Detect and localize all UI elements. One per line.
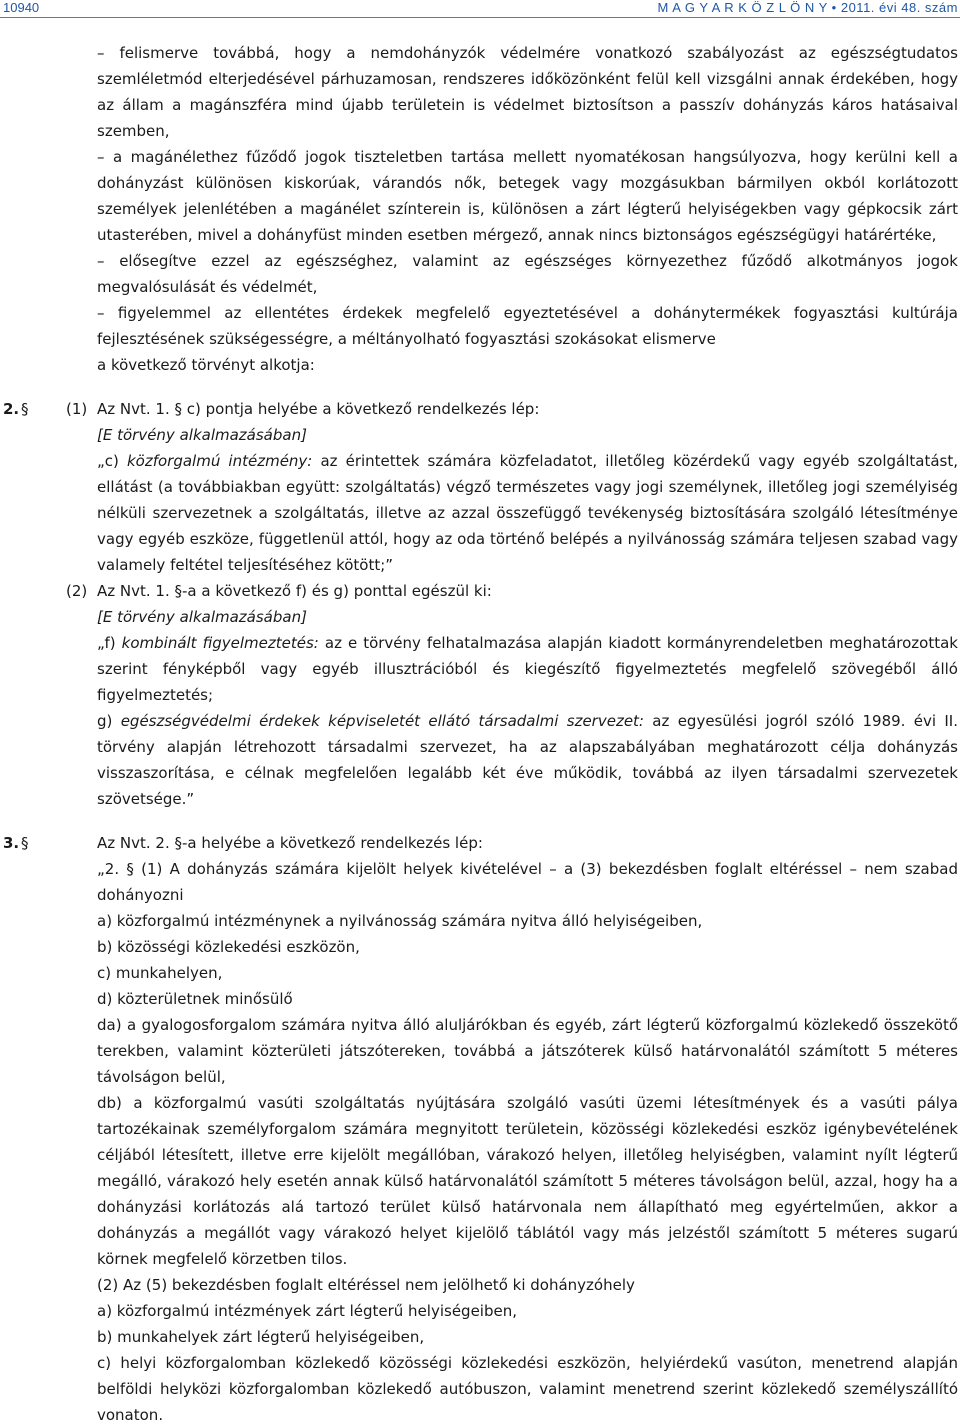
definition-c: „c) közforgalmú intézmény: az érintettek számára közfeladatot, illetőleg közérdekű vagy egyéb szolgáltatást, ellátást (a továbbiakban együtt: szolgáltatás) végző természetes vagy jogi személynek, illetőleg jogi személyiség nélküli szervezetnek a szolgáltatás, illetve az azzal összefüggő tevékenység biztosítására szolgáló létesítménye vagy egyéb eszköze, függetlenül attól, hogy az oda történő belépés a nyilvánosság számára teljesen szabad vagy valamely feltétel teljesítéséhez kötött;” (97, 452, 958, 574)
section-2-subsection-2-intro (66, 578, 958, 604)
page-header (0, 0, 960, 18)
preamble-paragraph: – a magánélethez fűződő jogok tiszteletben tartása mellett nyomatékosan hangsúlyozva, hogy kerülni kell a dohányzást különösen kiskorúak, várandós nők, betegek vagy mozgásukban bármilyen okból korlátozott személyek jelenlétében a magánélet színterein is, különösen a zárt légterű helyiségekben vagy gépkocsik zárt utasterében, mivel a dohányfüst minden esetben mérgező, annak nincs biztonságos egészségügyi határértéke, (97, 148, 958, 244)
preamble (0, 40, 960, 378)
section-3-intro (3, 830, 958, 856)
list-item: b) közösségi közlekedési eszközön, (97, 938, 360, 956)
definition-f: „f) kombinált figyelmeztetés: az e törvény felhatalmazása alapján kiadott kormányrendeletben meghatározottak szerint fényképből vagy egyéb illusztrációból és kiegészítő figyelmeztetés megfelelő szövegéből álló figyelmeztetés; (97, 634, 958, 704)
preamble-paragraph: – elősegítve ezzel az egészséghez, valamint az egészséges környezethez fűződő alkotmányos jogok megvalósulását és védelmét, (97, 252, 958, 296)
preamble-paragraph: – felismerve továbbá, hogy a nemdohányzók védelmére vonatkozó szabályozást az egészségtudatos szemléletmód elterjedésével párhuzamosan, rendszeres időközönként felül kell vizsgálni annak érdekében, hogy az állam a magánszféra mind újabb területein is védelmet biztosítson a passzív dohányzás káros hatásaival szemben, (97, 44, 958, 140)
list-item: db) a közforgalmú vasúti szolgáltatás nyújtására szolgáló vasúti üzemi létesítmények és a vasúti pálya tartozékainak személyforgalom számára megnyitott területein, közösségi közlekedési eszköz igénybevételének céljából létesített, illetve erre kijelölt megállóban, várakozó helyen, illetőleg helyiségben, valamint nyílt légterű megálló, várakozó hely esetén annak külső határvonalától számított 5 méteres távolságon belül, azzal, hogy ha a dohányzási korlátozás alá tartozó terület külső határvonala nem állapítható meg egyértelműen, akkor a dohányzás a megállót vagy várakozó helyet kijelölő táblától vagy más jelzéstől számított 5 méteres sugarú körnek megfelelő körzetben tilos. (97, 1094, 958, 1268)
section-2 (0, 396, 960, 812)
publication-title: M A G Y A R K Ö Z L Ö N Y • 2011. évi 48. szám (657, 0, 958, 15)
enacting-clause: a következő törvényt alkotja: (97, 356, 315, 374)
document-body (0, 40, 960, 1428)
subsection-number: (2) (66, 582, 88, 600)
page-number: 10940 (3, 0, 40, 15)
section-symbol: § (21, 400, 29, 418)
section-3 (0, 830, 960, 1428)
paragraph-1: „2. § (1) A dohányzás számára kijelölt helyek kivételével – a (3) bekezdésben foglalt eltéréssel – nem szabad dohányozni (97, 860, 958, 904)
list-item: da) a gyalogosforgalom számára nyitva álló aluljárókban és egyéb, zárt légterű közforgalmú közlekedő összekötő terekben, valamint közterületi játszótereken, továbbá a játszóterek külső határvonalától számított 5 méteres távolságon belül, (97, 1016, 958, 1086)
context-line: [E törvény alkalmazásában] (97, 608, 307, 626)
amendment-instruction: Az Nvt. 1. § c) pontja helyébe a következő rendelkezés lép: (97, 400, 540, 418)
list-item: a) közforgalmú intézménynek a nyilvánosság számára nyitva álló helyiségeiben, (97, 912, 703, 930)
section-2-subsection-1-intro (3, 396, 958, 422)
context-line: [E törvény alkalmazásában] (97, 426, 307, 444)
amendment-instruction: Az Nvt. 2. §-a helyébe a következő rendelkezés lép: (97, 834, 483, 852)
list-item: a) közforgalmú intézmények zárt légterű helyiségeiben, (97, 1302, 517, 1320)
section-symbol: § (21, 834, 29, 852)
list-item: b) munkahelyek zárt légterű helyiségeiben, (97, 1328, 425, 1346)
paragraph-2: (2) Az (5) bekezdésben foglalt eltéréssel nem jelölhető ki dohányzóhely (97, 1276, 635, 1294)
subsection-number: (1) (66, 400, 88, 418)
list-item: d) közterületnek minősülő (97, 990, 293, 1008)
defined-term: kombinált figyelmeztetés: (121, 634, 319, 652)
defined-term: egészségvédelmi érdekek képviseletét ellátó társadalmi szervezet: (120, 712, 644, 730)
preamble-paragraph: – figyelemmel az ellentétes érdekek megfelelő egyeztetésével a dohánytermékek fogyasztási kultúrája fejlesztésének szükségességre, a méltányolható fogyasztási szokásokat elismerve (97, 304, 958, 348)
defined-term: közforgalmú intézmény: (126, 452, 313, 470)
list-item: c) helyi közforgalomban közlekedő közösségi közlekedési eszközön, helyiérdekű vasúton, menetrend alapján belföldi helyközi közforgalomban közlekedő autóbuszon, valamint menetrend szerint közlekedő személyszállító vonaton. (97, 1354, 958, 1424)
section-number: 3. (3, 834, 20, 852)
amendment-instruction: Az Nvt. 1. §-a a következő f) és g) ponttal egészül ki: (97, 582, 492, 600)
section-number: 2. (3, 400, 20, 418)
list-item: c) munkahelyen, (97, 964, 223, 982)
definition-g: g) egészségvédelmi érdekek képviseletét ellátó társadalmi szervezet: az egyesülési jogról szóló 1989. évi II. törvény alapján létrehozott társadalmi szervezet, ha az alapszabályában meghatározott célja dohányzás visszaszorítása, e célnak megfelelően legalább két éve működik, továbbá az ilyen társadalmi szervezetek szövetsége.” (97, 712, 958, 808)
